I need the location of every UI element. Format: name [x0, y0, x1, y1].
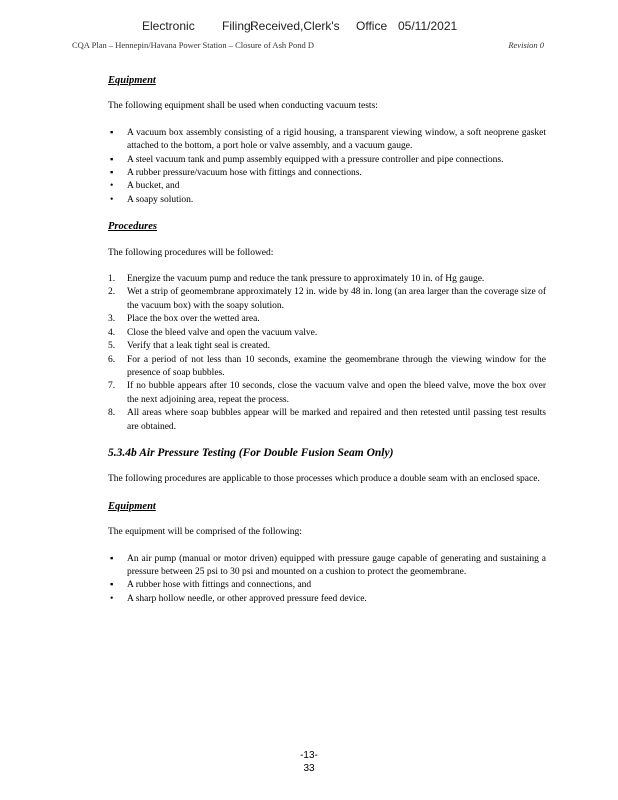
list-item [108, 354, 546, 381]
step-number: 2. [108, 287, 116, 298]
list-item [108, 407, 546, 434]
list-item [108, 593, 546, 606]
stamp-received: Received,Clerk's [250, 19, 340, 33]
list-item-text: Energize the vacuum pump and reduce the tank pressure to approximately 10 in. of Hg gauge. [127, 274, 485, 285]
bullet-marker: • [110, 181, 114, 192]
equipment-intro: The equipment will be comprised of the following: [108, 527, 302, 538]
stamp-filing: Filing: [222, 19, 255, 33]
list-item-text: Verify that a leak tight seal is created. [127, 341, 270, 352]
list-item [108, 180, 546, 193]
page-footer [0, 749, 618, 775]
procedures-heading: Procedures [108, 221, 157, 233]
filing-page-number: 33 [303, 763, 315, 774]
bullet-marker: ▪ [110, 553, 114, 564]
section-heading: 5.3.4b Air Pressure Testing (For Double Fusion Seam Only) [108, 446, 394, 459]
stamp-electronic: Electronic [142, 19, 195, 33]
list-item-text: A rubber hose with fittings and connections, and [127, 580, 312, 591]
list-item-text: A vacuum box assembly consisting of a rigid housing, a transparent viewing window, a soft neoprene gasket attached to the bottom, a port hole or valve assembly, and a vacuum gauge. [127, 127, 546, 152]
list-item-text: A soapy solution. [127, 194, 194, 205]
running-header-right: Revision 0 [508, 40, 544, 50]
air-pressure-intro: The following procedures are applicable to those processes which produce a double seam with an enclosed space. [108, 474, 540, 485]
list-item [108, 579, 546, 592]
equipment-heading: Equipment [108, 75, 156, 86]
list-item-text: Wet a strip of geomembrane approximately 12 in. wide by 48 in. long (an area larger than the coverage size of the vacuum box) with the soapy solution. [127, 287, 546, 311]
page-number: -13- [300, 750, 318, 761]
list-item-text: A steel vacuum tank and pump assembly equipped with a pressure controller and pipe connections. [127, 154, 504, 165]
list-item [108, 194, 546, 207]
list-item [108, 154, 546, 167]
list-item [108, 340, 546, 353]
bullet-marker: ▪ [110, 580, 114, 591]
list-item [108, 273, 546, 286]
stamp-date: 05/11/2021 [398, 19, 458, 33]
equipment-list [108, 127, 546, 207]
step-number: 4. [108, 327, 116, 338]
bullet-marker: • [110, 593, 114, 604]
step-number: 3. [108, 314, 116, 325]
equipment-intro: The following equipment shall be used when conducting vacuum tests: [108, 101, 378, 112]
list-item-text: A bucket, and [127, 181, 180, 192]
list-item-text: All areas where soap bubbles appear will be marked and repaired and then retested until passing test results are obtained. [127, 408, 546, 432]
list-item [108, 553, 546, 580]
bullet-marker: ▪ [110, 154, 114, 165]
step-number: 5. [108, 341, 116, 352]
list-item [108, 313, 546, 326]
list-item [108, 286, 546, 313]
bullet-marker: ▪ [110, 168, 114, 179]
list-item [108, 327, 546, 340]
list-item [108, 127, 546, 154]
stamp-office: Office [356, 19, 388, 33]
list-item-text: An air pump (manual or motor driven) equipped with pressure gauge capable of generating and sustaining a pressure between 25 psi to 30 psi and mounted on a cushion to protect the geomembrane. [127, 553, 546, 577]
list-item-text: A rubber pressure/vacuum hose with fittings and connections. [127, 168, 362, 179]
list-item [108, 167, 546, 180]
running-header-left: CQA Plan – Hennepin/Havana Power Station – Closure of Ash Pond D [72, 40, 314, 50]
equipment-heading: Equipment [108, 500, 156, 512]
procedures-intro: The following procedures will be followed: [108, 247, 274, 258]
step-number: 6. [108, 354, 116, 365]
equipment-list [108, 553, 546, 607]
procedures-list [108, 273, 546, 434]
step-number: 1. [108, 274, 116, 285]
bullet-marker: • [110, 194, 114, 205]
bullet-marker: ▪ [110, 127, 114, 138]
list-item-text: If no bubble appears after 10 seconds, close the vacuum valve and open the bleed valve, move the box over the next adjoining area, repeat the process. [127, 381, 546, 405]
step-number: 7. [108, 381, 116, 392]
list-item-text: Place the box over the wetted area. [127, 314, 260, 325]
list-item [108, 380, 546, 407]
page-content [108, 74, 546, 606]
list-item-text: Close the bleed valve and open the vacuum valve. [127, 327, 318, 338]
list-item-text: A sharp hollow needle, or other approved pressure feed device. [127, 593, 367, 604]
list-item-text: For a period of not less than 10 seconds, examine the geomembrane through the viewing window for the presence of soap bubbles. [127, 354, 546, 378]
step-number: 8. [108, 408, 116, 419]
